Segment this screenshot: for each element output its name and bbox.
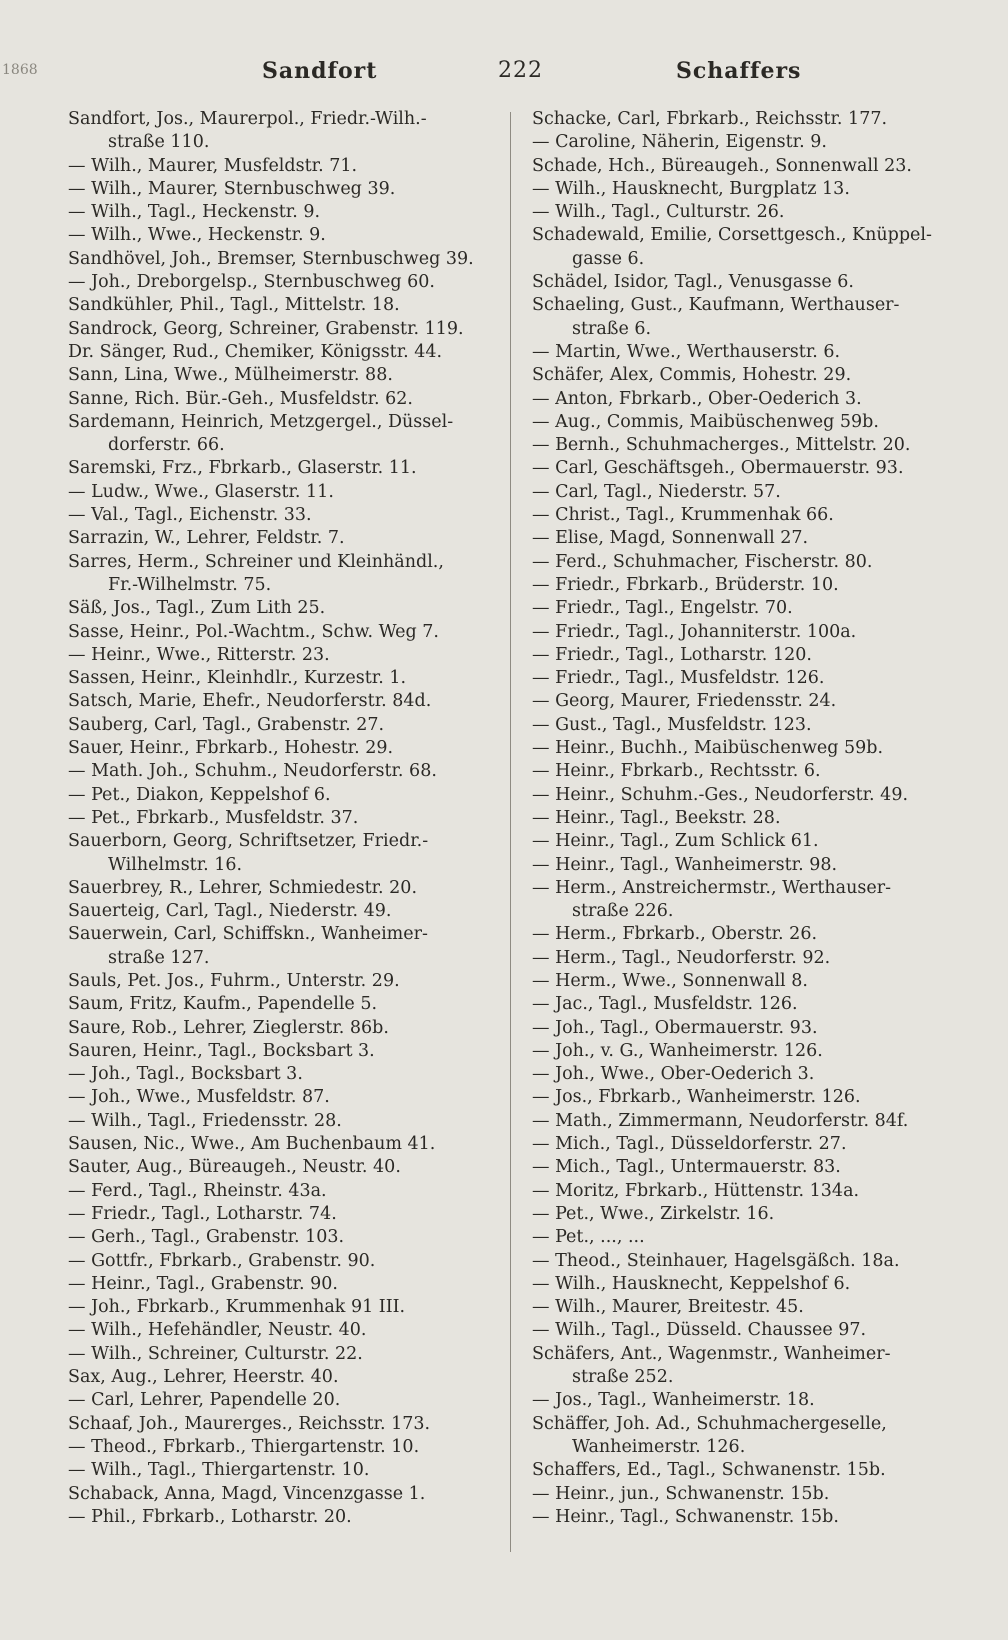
directory-entry: Sauter, Aug., Büreaugeh., Neustr. 40. <box>68 1157 401 1178</box>
right-column <box>532 108 962 1529</box>
directory-entry: Sarrazin, W., Lehrer, Feldstr. 7. <box>68 528 345 549</box>
directory-entry: straße 6. <box>572 318 652 339</box>
directory-entry: — Jos., Tagl., Wanheimerstr. 18. <box>532 1390 815 1411</box>
directory-entry: Schadewald, Emilie, Corsettgesch., Knüppel- <box>532 225 932 246</box>
directory-entry: Sarres, Herm., Schreiner und Kleinhändl., <box>68 551 444 572</box>
directory-entry: — Mich., Tagl., Untermauerstr. 83. <box>532 1157 841 1178</box>
directory-entry: Sauerborn, Georg, Schriftsetzer, Friedr.- <box>68 831 429 852</box>
directory-entry: — Pet., ..., ... <box>532 1227 645 1248</box>
directory-entry: — Wilh., Hefehändler, Neustr. 40. <box>68 1320 367 1341</box>
directory-entry: — Heinr., jun., Schwanenstr. 15b. <box>532 1483 830 1504</box>
directory-entry: Sausen, Nic., Wwe., Am Buchenbaum 41. <box>68 1134 436 1155</box>
directory-entry: Schäffer, Joh. Ad., Schuhmachergeselle, <box>532 1413 887 1434</box>
directory-entry: Wilhelmstr. 16. <box>108 854 243 875</box>
directory-entry: Sauls, Pet. Jos., Fuhrm., Unterstr. 29. <box>68 970 400 991</box>
directory-entry: — Mich., Tagl., Düsseldorferstr. 27. <box>532 1134 847 1155</box>
directory-entry: Sassen, Heinr., Kleinhdlr., Kurzestr. 1. <box>68 668 407 689</box>
directory-entry: — Gottfr., Fbrkarb., Grabenstr. 90. <box>68 1250 376 1271</box>
directory-entry: — Ludw., Wwe., Glaserstr. 11. <box>68 481 334 502</box>
directory-entry: — Elise, Magd, Sonnenwall 27. <box>532 528 809 549</box>
directory-entry: — Heinr., Buchh., Maibüschenweg 59b. <box>532 738 884 759</box>
directory-entry: Schäfer, Alex, Commis, Hohestr. 29. <box>532 365 852 386</box>
left-column <box>68 108 498 1529</box>
directory-entry: — Heinr., Schuhm.-Ges., Neudorferstr. 49. <box>532 784 909 805</box>
directory-entry: Sandfort, Jos., Maurerpol., Friedr.-Wilh.- <box>68 109 427 129</box>
directory-entry: — Wilh., Tagl., Culturstr. 26. <box>532 202 785 223</box>
directory-entry: Sax, Aug., Lehrer, Heerstr. 40. <box>68 1367 339 1388</box>
directory-entry: — Carl, Lehrer, Papendelle 20. <box>68 1390 341 1411</box>
running-head-right: Schaffers <box>676 58 802 84</box>
directory-entry: Sauren, Heinr., Tagl., Bocksbart 3. <box>68 1040 375 1061</box>
directory-entry: — Gust., Tagl., Musfeldstr. 123. <box>532 714 812 735</box>
directory-entry: — Wilh., Tagl., Heckenstr. 9. <box>68 202 321 223</box>
directory-entry: — Anton, Fbrkarb., Ober-Oederich 3. <box>532 388 862 409</box>
directory-entry: — Wilh., Maurer, Breitestr. 45. <box>532 1297 804 1318</box>
directory-entry: Schacke, Carl, Fbrkarb., Reichsstr. 177. <box>532 109 888 129</box>
directory-entry: — Heinr., Tagl., Beekstr. 28. <box>532 807 781 828</box>
directory-entry: — Herm., Anstreichermstr., Werthauser- <box>532 877 892 898</box>
directory-entry: — Carl, Tagl., Niederstr. 57. <box>532 481 781 502</box>
directory-entry: — Friedr., Tagl., Lotharstr. 74. <box>68 1203 337 1224</box>
directory-entry: — Aug., Commis, Maibüschenweg 59b. <box>532 411 879 432</box>
directory-entry: — Joh., Wwe., Musfeldstr. 87. <box>68 1087 330 1108</box>
directory-entry: straße 252. <box>572 1367 674 1388</box>
directory-entry: Schaeling, Gust., Kaufmann, Werthauser- <box>532 295 900 316</box>
directory-entry: — Heinr., Tagl., Grabenstr. 90. <box>68 1273 338 1294</box>
directory-entry: — Math., Zimmermann, Neudorferstr. 84f. <box>532 1110 909 1131</box>
directory-entry: — Wilh., Hausknecht, Burgplatz 13. <box>532 178 850 199</box>
directory-entry: — Friedr., Tagl., Johanniterstr. 100a. <box>532 621 857 642</box>
directory-entry: — Pet., Wwe., Zirkelstr. 16. <box>532 1203 775 1224</box>
directory-entry: Sanne, Rich. Bür.-Geh., Musfeldstr. 62. <box>68 388 413 409</box>
directory-entry: Sandhövel, Joh., Bremser, Sternbuschweg 39. <box>68 248 474 269</box>
directory-entry: Sandrock, Georg, Schreiner, Grabenstr. 119. <box>68 318 464 339</box>
directory-entry: — Wilh., Wwe., Heckenstr. 9. <box>68 225 326 246</box>
directory-entry: — Joh., Tagl., Bocksbart 3. <box>68 1064 303 1085</box>
directory-entry: straße 127. <box>108 947 210 968</box>
directory-entry: — Georg, Maurer, Friedensstr. 24. <box>532 691 837 712</box>
directory-entry: straße 110. <box>108 132 210 153</box>
directory-entry: — Christ., Tagl., Krummenhak 66. <box>532 505 834 526</box>
directory-entry: — Gerh., Tagl., Grabenstr. 103. <box>68 1227 345 1248</box>
directory-entry: Satsch, Marie, Ehefr., Neudorferstr. 84d. <box>68 691 432 712</box>
directory-entry: Sauerbrey, R., Lehrer, Schmiedestr. 20. <box>68 877 418 898</box>
directory-entry: — Ferd., Tagl., Rheinstr. 43a. <box>68 1180 327 1201</box>
directory-entry: straße 226. <box>572 901 674 922</box>
column-divider <box>510 112 511 1552</box>
directory-entry: Schade, Hch., Büreaugeh., Sonnenwall 23. <box>532 155 912 176</box>
directory-entry: — Wilh., Tagl., Friedensstr. 28. <box>68 1110 342 1131</box>
directory-entry: — Herm., Wwe., Sonnenwall 8. <box>532 970 808 991</box>
directory-entry: Saum, Fritz, Kaufm., Papendelle 5. <box>68 994 378 1015</box>
directory-entry: Schaback, Anna, Magd, Vincenzgasse 1. <box>68 1483 426 1504</box>
directory-entry: — Jac., Tagl., Musfeldstr. 126. <box>532 994 798 1015</box>
directory-entry: Dr. Sänger, Rud., Chemiker, Königsstr. 44. <box>68 341 443 362</box>
directory-entry: Saremski, Frz., Fbrkarb., Glaserstr. 11. <box>68 458 417 479</box>
directory-entry: — Wilh., Tagl., Düsseld. Chaussee 97. <box>532 1320 867 1341</box>
directory-entry: — Phil., Fbrkarb., Lotharstr. 20. <box>68 1506 352 1527</box>
directory-entry: — Heinr., Wwe., Ritterstr. 23. <box>68 644 330 665</box>
directory-entry: — Herm., Tagl., Neudorferstr. 92. <box>532 947 831 968</box>
directory-entry: — Theod., Steinhauer, Hagelsgäßch. 18a. <box>532 1250 900 1271</box>
directory-entry: — Joh., Fbrkarb., Krummenhak 91 III. <box>68 1297 406 1318</box>
directory-entry: — Theod., Fbrkarb., Thiergartenstr. 10. <box>68 1436 420 1457</box>
directory-entry: Sauerwein, Carl, Schiffskn., Wanheimer- <box>68 924 428 945</box>
directory-entry: — Joh., v. G., Wanheimerstr. 126. <box>532 1040 823 1061</box>
directory-entry: — Friedr., Tagl., Lotharstr. 120. <box>532 644 812 665</box>
directory-entry: — Joh., Dreborgelsp., Sternbuschweg 60. <box>68 272 435 293</box>
directory-entry: — Joh., Wwe., Ober-Oederich 3. <box>532 1064 815 1085</box>
directory-entry: Sandkühler, Phil., Tagl., Mittelstr. 18. <box>68 295 400 316</box>
directory-entry: Schaaf, Joh., Maurerges., Reichsstr. 173. <box>68 1413 431 1434</box>
directory-entry: — Herm., Fbrkarb., Oberstr. 26. <box>532 924 818 945</box>
directory-entry: — Wilh., Hausknecht, Keppelshof 6. <box>532 1273 851 1294</box>
directory-entry: — Wilh., Maurer, Sternbuschweg 39. <box>68 178 396 199</box>
directory-entry: — Carl, Geschäftsgeh., Obermauerstr. 93. <box>532 458 904 479</box>
directory-entry: — Wilh., Schreiner, Culturstr. 22. <box>68 1343 363 1364</box>
directory-entry: Schaffers, Ed., Tagl., Schwanenstr. 15b. <box>532 1460 886 1481</box>
directory-entry: — Caroline, Näherin, Eigenstr. 9. <box>532 132 827 153</box>
directory-entry: — Moritz, Fbrkarb., Hüttenstr. 134a. <box>532 1180 860 1201</box>
directory-entry: — Joh., Tagl., Obermauerstr. 93. <box>532 1017 818 1038</box>
directory-entry: Fr.-Wilhelmstr. 75. <box>108 574 272 595</box>
directory-entry: — Friedr., Fbrkarb., Brüderstr. 10. <box>532 574 839 595</box>
directory-entry: — Wilh., Tagl., Thiergartenstr. 10. <box>68 1460 370 1481</box>
directory-entry: — Friedr., Tagl., Engelstr. 70. <box>532 598 793 619</box>
directory-entry: dorferstr. 66. <box>108 435 225 456</box>
directory-entry: — Val., Tagl., Eichenstr. 33. <box>68 505 312 526</box>
directory-entry: Schädel, Isidor, Tagl., Venusgasse 6. <box>532 272 854 293</box>
directory-entry: — Pet., Fbrkarb., Musfeldstr. 37. <box>68 807 359 828</box>
directory-entry: Sardemann, Heinrich, Metzgergel., Düssel- <box>68 411 454 432</box>
directory-entry: Sasse, Heinr., Pol.-Wachtm., Schw. Weg 7. <box>68 621 439 642</box>
directory-entry: Sauerteig, Carl, Tagl., Niederstr. 49. <box>68 901 392 922</box>
directory-entry: — Ferd., Schuhmacher, Fischerstr. 80. <box>532 551 873 572</box>
directory-entry: Säß, Jos., Tagl., Zum Lith 25. <box>68 598 326 619</box>
directory-entry: — Jos., Fbrkarb., Wanheimerstr. 126. <box>532 1087 861 1108</box>
directory-entry: Schäfers, Ant., Wagenmstr., Wanheimer- <box>532 1343 891 1364</box>
directory-entry: — Heinr., Tagl., Schwanenstr. 15b. <box>532 1506 839 1527</box>
directory-entry: — Heinr., Tagl., Wanheimerstr. 98. <box>532 854 838 875</box>
directory-entry: Wanheimerstr. 126. <box>572 1436 746 1457</box>
directory-entry: Sauer, Heinr., Fbrkarb., Hohestr. 29. <box>68 738 394 759</box>
directory-entry: — Wilh., Maurer, Musfeldstr. 71. <box>68 155 358 176</box>
running-head-left: Sandfort <box>262 58 378 84</box>
directory-entry: — Martin, Wwe., Werthauserstr. 6. <box>532 341 841 362</box>
directory-entry: Saure, Rob., Lehrer, Zieglerstr. 86b. <box>68 1017 389 1038</box>
directory-entry: — Friedr., Tagl., Musfeldstr. 126. <box>532 668 825 689</box>
directory-entry: — Heinr., Tagl., Zum Schlick 61. <box>532 831 819 852</box>
directory-entry: — Pet., Diakon, Keppelshof 6. <box>68 784 331 805</box>
directory-entry: Sauberg, Carl, Tagl., Grabenstr. 27. <box>68 714 385 735</box>
page-number: 222 <box>498 58 543 83</box>
edge-mark: 1868 <box>2 62 38 78</box>
directory-entry: — Heinr., Fbrkarb., Rechtsstr. 6. <box>532 761 821 782</box>
directory-entry: Sann, Lina, Wwe., Mülheimerstr. 88. <box>68 365 393 386</box>
directory-entry: — Bernh., Schuhmacherges., Mittelstr. 20. <box>532 435 911 456</box>
directory-entry: — Math. Joh., Schuhm., Neudorferstr. 68. <box>68 761 437 782</box>
directory-entry: gasse 6. <box>572 248 645 269</box>
